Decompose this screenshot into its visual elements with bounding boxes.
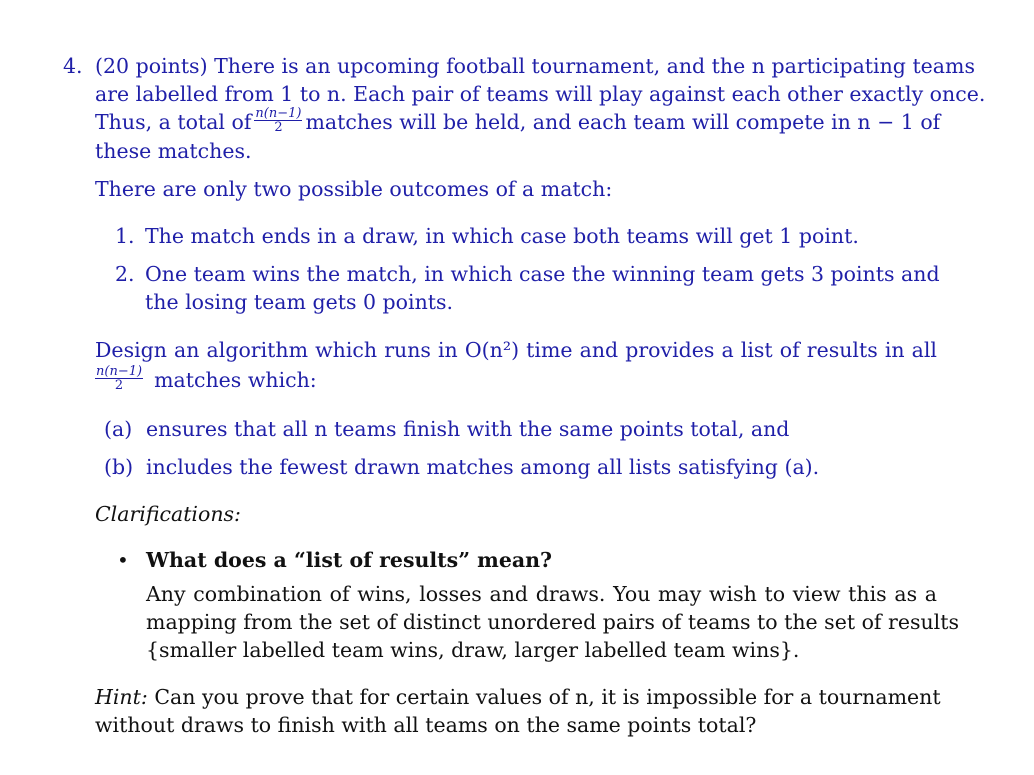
intro-line-3-pre: Thus, a total of — [95, 110, 252, 134]
fraction-denominator: 2 — [274, 119, 283, 135]
requirement-a — [104, 415, 937, 443]
outcome-item-2 — [115, 260, 940, 316]
fraction2-numerator: n(n−1) — [96, 363, 143, 379]
fraction-matches-count — [254, 107, 302, 134]
requirement-b — [104, 453, 937, 481]
outcome-text-2a: One team wins the match, in which case the winning team gets 3 points and — [145, 262, 940, 286]
clarification-line-3: {smaller labelled team wins, draw, larger labelled team wins}. — [146, 638, 800, 662]
outcome-text-2b: the losing team gets 0 points. — [145, 290, 454, 314]
design-line-2-text: matches which: — [154, 368, 317, 392]
fraction2-denominator: 2 — [114, 377, 124, 393]
question-number: 4. — [63, 54, 83, 78]
outcomes-intro: There are only two possible outcomes of a match: — [95, 177, 613, 201]
intro-line-2: are labelled from 1 to n. Each pair of teams will play against each other exactly once. — [95, 82, 986, 106]
requirement-label-a: (a) — [104, 417, 133, 441]
intro-line-1: (20 points) There is an upcoming football tournament, and the n participating teams — [95, 54, 975, 78]
clarifications-heading: Clarifications: — [95, 502, 241, 526]
design-line-1 — [95, 336, 937, 364]
outcome-text-1: The match ends in a draw, in which case both teams will get 1 point. — [145, 224, 859, 248]
requirement-text-a: ensures that all n teams finish with the same points total, and — [146, 417, 790, 441]
intro-line-3 — [95, 105, 941, 136]
outcome-label-1: 1. — [115, 224, 135, 248]
requirement-text-b: includes the fewest drawn matches among all lists satisfying (a). — [146, 455, 820, 479]
fraction-matches-count-2 — [95, 365, 143, 392]
hint-line-1-text: Can you prove that for certain values of n, it is impossible for a tournament — [154, 685, 941, 709]
design-line-1-text: Design an algorithm which runs in O(n²) time and provides a list of results in all — [95, 338, 937, 362]
hint-block — [95, 683, 941, 739]
fraction-numerator: n(n−1) — [255, 105, 302, 121]
hint-line-2: without draws to finish with all teams on the same points total? — [95, 713, 757, 737]
hint-label: Hint: — [95, 685, 148, 709]
bullet-icon: • — [117, 548, 129, 572]
question-intro — [95, 52, 986, 108]
outcome-label-2: 2. — [115, 262, 135, 286]
clarification-item-body — [146, 580, 959, 664]
intro-line-4: these matches. — [95, 139, 252, 163]
intro-line-3-post: matches will be held, and each team will compete in n − 1 of — [305, 110, 941, 134]
design-line-2 — [95, 363, 937, 394]
requirement-label-b: (b) — [104, 455, 134, 479]
clarification-item-title: What does a “list of results” mean? — [146, 548, 553, 572]
hint-line-1 — [95, 683, 941, 711]
outcome-item-1 — [115, 222, 937, 250]
clarification-line-1: Any combination of wins, losses and draws. You may wish to view this as a — [146, 582, 937, 606]
clarification-line-2: mapping from the set of distinct unordered pairs of teams to the set of results — [146, 610, 959, 634]
